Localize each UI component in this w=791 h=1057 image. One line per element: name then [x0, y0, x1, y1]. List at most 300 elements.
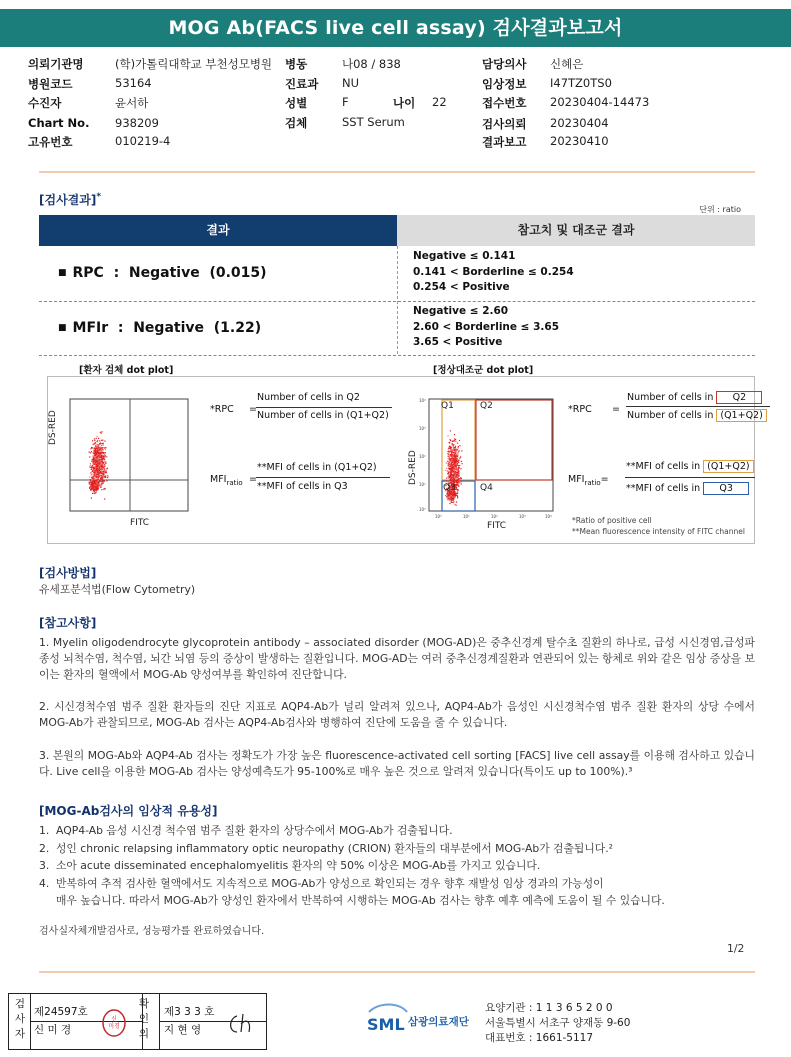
scatter-dot — [107, 477, 108, 478]
report-title: MOG Ab(FACS live cell assay) 검사결과보고서 — [0, 9, 791, 47]
scatter-dot — [94, 443, 95, 444]
clinical-item-4-continued: 매우 높습니다. 따라서 MOG-Ab가 양성인 환자에서 반복하여 시행하는 MOG-Ab 검사는 향후 예후 예측에 도움이 될 수 있습니다. — [56, 894, 665, 907]
footnote-ratio: *Ratio of positive cell — [572, 516, 652, 525]
scatter-dot — [456, 453, 457, 454]
scatter-dot — [455, 459, 456, 460]
scatter-dot — [455, 476, 456, 477]
scatter-dot — [97, 441, 98, 442]
scatter-dot — [108, 476, 109, 477]
scatter-dot — [449, 454, 450, 455]
label-age: 나이 — [393, 96, 416, 110]
scatter-dot — [456, 456, 457, 457]
scatter-dot — [97, 482, 98, 483]
scatter-dot — [449, 442, 450, 443]
patient-x-axis-label: FITC — [130, 518, 150, 528]
scatter-dot — [452, 480, 453, 481]
scatter-dot — [451, 452, 452, 453]
quadrant-q2-label: Q2 — [480, 401, 493, 411]
scatter-dot — [96, 480, 97, 481]
org-address: 서울특별시 서초구 양재동 9-60 — [485, 1017, 631, 1029]
scatter-dot — [93, 452, 94, 453]
scatter-dot — [452, 456, 453, 457]
scatter-dot — [452, 472, 453, 473]
scatter-dot — [447, 453, 448, 454]
y-tick: 10¹ — [419, 482, 426, 487]
scatter-dot — [449, 464, 450, 465]
value-unique-no: 010219-4 — [115, 134, 171, 148]
scatter-dot — [450, 475, 451, 476]
scatter-dot — [453, 448, 454, 449]
scatter-dot — [457, 470, 458, 471]
scatter-dot — [95, 442, 96, 443]
scatter-dot — [104, 454, 105, 455]
scatter-dot — [98, 445, 99, 446]
scatter-dot — [105, 452, 106, 453]
scatter-dot — [103, 456, 104, 457]
control-y-axis-label: DS-RED — [408, 450, 418, 485]
reference-section-title: [참고사항] — [39, 616, 97, 630]
patient-dot-plot — [50, 385, 200, 535]
scatter-dot — [457, 443, 458, 444]
label-specimen: 검체 — [285, 116, 308, 130]
confirmer-name: 지 현 영 — [164, 1024, 202, 1036]
scatter-dot — [458, 446, 459, 447]
scatter-dot — [450, 463, 451, 464]
scatter-dot — [461, 450, 462, 451]
scatter-dot — [95, 474, 96, 475]
scatter-dot — [450, 456, 451, 457]
scatter-dot — [101, 458, 102, 459]
scatter-dot — [457, 482, 458, 483]
scatter-dot — [458, 462, 459, 463]
scatter-dot — [95, 464, 96, 465]
scatter-dot — [100, 480, 101, 481]
scatter-dot — [453, 494, 454, 495]
confirmer-label: 확인의 — [138, 998, 150, 1040]
patient-y-axis-label: DS-RED — [48, 410, 58, 445]
scatter-dot — [91, 498, 92, 499]
scatter-dot — [449, 460, 450, 461]
scatter-dot — [452, 441, 453, 442]
clinical-item-4: 4. 반복하여 추적 검사한 혈액에서도 지속적으로 MOG-Ab가 양성으로 확인되는 경우 향후 재발성 임상 경과의 가능성이 — [39, 877, 604, 890]
scatter-dot — [89, 452, 90, 453]
scatter-dot — [447, 461, 448, 462]
scatter-dot — [102, 477, 103, 478]
label-receipt-no: 접수번호 — [482, 96, 527, 110]
scatter-dot — [449, 498, 450, 499]
scatter-dot — [457, 496, 458, 497]
scatter-dot — [90, 452, 91, 453]
scatter-dot — [94, 466, 95, 467]
scatter-dot — [94, 455, 95, 456]
examiner-label: 검사자 — [14, 998, 26, 1040]
header-separator — [39, 171, 755, 173]
scatter-dot — [454, 450, 455, 451]
scatter-dot — [91, 486, 92, 487]
scatter-dot — [102, 482, 103, 483]
scatter-dot — [451, 447, 452, 448]
scatter-dot — [99, 481, 100, 482]
scatter-dot — [97, 449, 98, 450]
scatter-dot — [89, 476, 90, 477]
scatter-dot — [93, 459, 94, 460]
scatter-dot — [93, 461, 94, 462]
clinical-item-2: 2. 성인 chronic relapsing inflammatory optic neuropathy (CRION) 환자들의 대부분에서 MOG-Ab가 검출됩니다.² — [39, 842, 613, 855]
scatter-dot — [448, 473, 449, 474]
footnote-mfi: **Mean fluorescence intensity of FITC channel — [572, 527, 745, 536]
scatter-dot — [101, 478, 102, 479]
scatter-dot — [101, 433, 102, 434]
scatter-dot — [91, 447, 92, 448]
value-specimen: SST Serum — [342, 115, 405, 129]
scatter-dot — [91, 467, 92, 468]
scatter-dot — [451, 498, 452, 499]
scatter-dot — [452, 450, 453, 451]
scatter-dot — [449, 466, 450, 467]
scatter-dot — [91, 461, 92, 462]
scatter-dot — [95, 450, 96, 451]
scatter-dot — [92, 479, 93, 480]
scatter-dot — [103, 458, 104, 459]
value-report-date: 20230410 — [550, 134, 609, 148]
scatter-dot — [455, 472, 456, 473]
scatter-dot — [99, 440, 100, 441]
logo-text: SML — [367, 1015, 405, 1034]
scatter-dot — [96, 489, 97, 490]
label-department: 진료과 — [285, 77, 319, 91]
scatter-dot — [460, 480, 461, 481]
scatter-dot — [96, 465, 97, 466]
scatter-dot — [455, 446, 456, 447]
scatter-dot — [96, 438, 97, 439]
column-header-reference: 참고치 및 대조군 결과 — [397, 215, 755, 246]
scatter-dot — [450, 461, 451, 462]
scatter-dot — [100, 487, 101, 488]
scatter-dot — [91, 483, 92, 484]
scatter-dot — [452, 496, 453, 497]
scatter-dot — [103, 464, 104, 465]
scatter-dot — [97, 436, 98, 437]
quadrant-q4-label: Q4 — [480, 483, 493, 493]
scatter-dot — [458, 485, 459, 486]
scatter-dot — [101, 457, 102, 458]
scatter-dot — [92, 493, 93, 494]
scatter-dot — [450, 499, 451, 500]
scatter-dot — [453, 452, 454, 453]
y-tick: 10⁰ — [419, 507, 426, 512]
scatter-dot — [100, 454, 101, 455]
scatter-dot — [457, 480, 458, 481]
scatter-dot — [95, 492, 96, 493]
scatter-dot — [459, 471, 460, 472]
reference-rpc: Negative ≤ 0.141 0.141 < Borderline ≤ 0.254 0.254 < Positive — [413, 250, 574, 293]
scatter-dot — [96, 468, 97, 469]
scatter-dot — [100, 478, 101, 479]
scatter-dot — [101, 463, 102, 464]
scatter-dot — [104, 468, 105, 469]
scatter-dot — [93, 478, 94, 479]
scatter-dot — [453, 474, 454, 475]
scatter-dot — [447, 435, 448, 436]
scatter-dot — [97, 469, 98, 470]
scatter-dot — [457, 459, 458, 460]
scatter-dot — [102, 443, 103, 444]
label-physician: 담당의사 — [482, 57, 527, 71]
scatter-dot — [92, 478, 93, 479]
scatter-dot — [96, 471, 97, 472]
label-ward: 병동 — [285, 57, 308, 71]
scatter-dot — [101, 445, 102, 446]
scatter-dot — [457, 452, 458, 453]
scatter-dot — [459, 440, 460, 441]
scatter-dot — [457, 463, 458, 464]
scatter-dot — [90, 490, 91, 491]
scatter-dot — [458, 474, 459, 475]
control-mfi-numerator: **MFI of cells in (Q1+Q2) — [626, 461, 754, 472]
scatter-dot — [104, 470, 105, 471]
scatter-dot — [89, 488, 90, 489]
scatter-dot — [96, 458, 97, 459]
scatter-dot — [456, 501, 457, 502]
scatter-dot — [98, 473, 99, 474]
control-rpc-label: *RPC — [568, 404, 592, 415]
scatter-dot — [103, 452, 104, 453]
scatter-dot — [446, 462, 447, 463]
scatter-dot — [97, 479, 98, 480]
scatter-dot — [456, 481, 457, 482]
scatter-dot — [91, 477, 92, 478]
scatter-dot — [101, 483, 102, 484]
y-tick: 10² — [419, 454, 426, 459]
scatter-dot — [100, 469, 101, 470]
scatter-dot — [91, 466, 92, 467]
scatter-dot — [93, 457, 94, 458]
value-sex: F — [342, 95, 349, 109]
scatter-dot — [450, 446, 451, 447]
scatter-dot — [89, 466, 90, 467]
scatter-dot — [449, 471, 450, 472]
scatter-dot — [96, 477, 97, 478]
scatter-dot — [454, 479, 455, 480]
label-request-date: 검사의뢰 — [482, 117, 527, 131]
scatter-dot — [454, 504, 455, 505]
scatter-dot — [93, 470, 94, 471]
scatter-dot — [104, 481, 105, 482]
scatter-dot — [459, 478, 460, 479]
scatter-dot — [456, 449, 457, 450]
scatter-dot — [96, 483, 97, 484]
scatter-dot — [100, 455, 101, 456]
mfi-numerator: **MFI of cells in (Q1+Q2) — [257, 462, 377, 473]
scatter-dot — [105, 477, 106, 478]
scatter-dot — [457, 491, 458, 492]
scatter-dot — [94, 453, 95, 454]
q2-highlight: Q2 — [716, 391, 762, 404]
scatter-dot — [98, 444, 99, 445]
scatter-dot — [96, 466, 97, 467]
scatter-dot — [456, 464, 457, 465]
org-phone: 대표번호 : 1661-5117 — [485, 1032, 594, 1044]
scatter-dot — [104, 461, 105, 462]
scatter-dot — [102, 462, 103, 463]
rpc-equals: = — [249, 404, 257, 415]
scatter-dot — [91, 484, 92, 485]
scatter-dot — [94, 482, 95, 483]
scatter-dot — [94, 450, 95, 451]
sml-logo-icon — [365, 1002, 409, 1038]
scatter-dot — [89, 456, 90, 457]
scatter-dot — [457, 478, 458, 479]
scatter-dot — [100, 477, 101, 478]
scatter-dot — [104, 489, 105, 490]
x-tick: 10¹ — [463, 514, 470, 519]
scatter-dot — [94, 488, 95, 489]
scatter-dot — [455, 497, 456, 498]
unit-label: 단위 : ratio — [699, 205, 741, 214]
scatter-dot — [454, 463, 455, 464]
scatter-dot — [97, 463, 98, 464]
scatter-dot — [457, 461, 458, 462]
scatter-dot — [455, 465, 456, 466]
scatter-dot — [452, 502, 453, 503]
scatter-dot — [101, 473, 102, 474]
scatter-dot — [448, 497, 449, 498]
scatter-dot — [460, 468, 461, 469]
scatter-dot — [103, 473, 104, 474]
footer-separator — [39, 971, 755, 973]
value-requesting-institution: (학)가톨릭대학교 부천성모병원 — [115, 57, 273, 71]
scatter-dot — [93, 467, 94, 468]
scatter-dot — [95, 446, 96, 447]
scatter-dot — [452, 495, 453, 496]
reference-paragraph-3: 3. 본원의 MOG-Ab와 AQP4-Ab 검사는 정확도가 가장 높은 fluorescence-activated cell sorting [FACS] live cell assay를 이용해 검사하고 있습니다. Live cell을 이용한 MOG-Ab 검사는 양성예측도가 95-100%로 매우 높은 것으로 알려져 있습니다(특이도 up to 100%).³ — [39, 749, 755, 779]
scatter-dot — [96, 472, 97, 473]
x-tick: 10³ — [519, 514, 526, 519]
scatter-dot — [454, 455, 455, 456]
scatter-dot — [94, 483, 95, 484]
scatter-dot — [453, 444, 454, 445]
scatter-dot — [462, 463, 463, 464]
confirmer-license: 제3 3 3 호 — [164, 1006, 215, 1018]
scatter-dot — [90, 472, 91, 473]
result-mfir: ■ MFIr : Negative (1.22) — [58, 320, 262, 336]
scatter-dot — [459, 465, 460, 466]
scatter-dot — [453, 477, 454, 478]
label-unique-no: 고유번호 — [28, 135, 73, 149]
scatter-dot — [97, 481, 98, 482]
scatter-dot — [455, 441, 456, 442]
scatter-dot — [446, 468, 447, 469]
scatter-dot — [99, 485, 100, 486]
q3-highlight: Q3 — [703, 482, 749, 495]
result-rpc: ■ RPC : Negative (0.015) — [58, 265, 267, 281]
scatter-dot — [460, 456, 461, 457]
control-rpc-denominator: Number of cells in (Q1+Q2) — [627, 410, 767, 421]
scatter-dot — [93, 475, 94, 476]
scatter-dot — [454, 496, 455, 497]
svg-text:미경: 미경 — [108, 1023, 120, 1030]
rpc-denominator: Number of cells in (Q1+Q2) — [257, 410, 389, 421]
label-requesting-institution: 의뢰기관명 — [28, 57, 84, 71]
scatter-dot — [456, 474, 457, 475]
scatter-dot — [92, 488, 93, 489]
label-hospital-code: 병원코드 — [28, 77, 73, 91]
scatter-dot — [459, 445, 460, 446]
scatter-dot — [449, 457, 450, 458]
scatter-dot — [92, 471, 93, 472]
scatter-dot — [98, 438, 99, 439]
svg-text:신: 신 — [111, 1016, 117, 1023]
scatter-dot — [94, 464, 95, 465]
y-tick: 10⁴ — [419, 398, 426, 403]
scatter-dot — [104, 498, 105, 499]
scatter-dot — [450, 458, 451, 459]
scatter-dot — [456, 461, 457, 462]
method-text: 유세포분석법(Flow Cytometry) — [39, 583, 196, 596]
scatter-dot — [446, 478, 447, 479]
value-hospital-code: 53164 — [115, 76, 152, 90]
scatter-dot — [456, 475, 457, 476]
scatter-dot — [458, 476, 459, 477]
institution-code: 요양기관 : 1 1 3 6 5 2 0 0 — [485, 1002, 613, 1014]
scatter-dot — [89, 483, 90, 484]
label-clinical-info: 임상정보 — [482, 77, 527, 91]
scatter-dot — [459, 475, 460, 476]
scatter-dot — [90, 463, 91, 464]
scatter-dot — [456, 467, 457, 468]
validation-note: 검사실자체개발검사로, 성능평가를 완료하였습니다. — [39, 926, 265, 937]
value-age: 22 — [432, 95, 447, 109]
scatter-dot — [447, 470, 448, 471]
examiner-license: 제24597호 — [34, 1006, 88, 1018]
scatter-dot — [96, 456, 97, 457]
scatter-dot — [97, 454, 98, 455]
scatter-dot — [106, 480, 107, 481]
scatter-dot — [448, 456, 449, 457]
reference-mfir: Negative ≤ 2.60 2.60 < Borderline ≤ 3.65 3.65 < Positive — [413, 305, 560, 348]
q1-q2-highlight: (Q1+Q2) — [716, 409, 766, 422]
scatter-dot — [460, 482, 461, 483]
scatter-dot — [450, 473, 451, 474]
scatter-dot — [94, 447, 95, 448]
scatter-dot — [90, 465, 91, 466]
control-x-axis-label: FITC — [487, 521, 507, 531]
scatter-dot — [94, 480, 95, 481]
scatter-dot — [95, 478, 96, 479]
scatter-dot — [102, 471, 103, 472]
scatter-dot — [101, 440, 102, 441]
reference-paragraph-1: 1. Myelin oligodendrocyte glycoprotein antibody – associated disorder (MOG-AD)은 중추신경계 탈수초 질환의 하나로, 급성 시신경염,급성파종성 뇌척수염, 척수염, 뇌간 뇌염 등의 증상이 발생하는 질환입니다. MOG-AD는 여러 중추신경계질환과 연관되어 있는 항체로 위와 같은 임상 증상을 보이는 환자의 혈액에서 MOG-Ab 양성여부를 확인하여 진단합니다. — [39, 636, 755, 682]
x-tick: 10⁴ — [545, 514, 552, 519]
scatter-dot — [100, 484, 101, 485]
scatter-dot — [94, 493, 95, 494]
scatter-dot — [448, 458, 449, 459]
scatter-dot — [452, 476, 453, 477]
scatter-dot — [451, 451, 452, 452]
scatter-dot — [451, 455, 452, 456]
scatter-dot — [93, 472, 94, 473]
scatter-dot — [94, 438, 95, 439]
confirmer-signature — [225, 1008, 263, 1038]
control-mfi-ratio-label: $MFI_{ratio}=$ — [568, 474, 609, 487]
scatter-dot — [457, 468, 458, 469]
scatter-dot — [99, 477, 100, 478]
examiner-name: 신 미 경 — [34, 1024, 72, 1036]
mfi-equals: = — [249, 474, 257, 485]
scatter-dot — [458, 447, 459, 448]
scatter-dot — [449, 469, 450, 470]
scatter-dot — [90, 479, 91, 480]
